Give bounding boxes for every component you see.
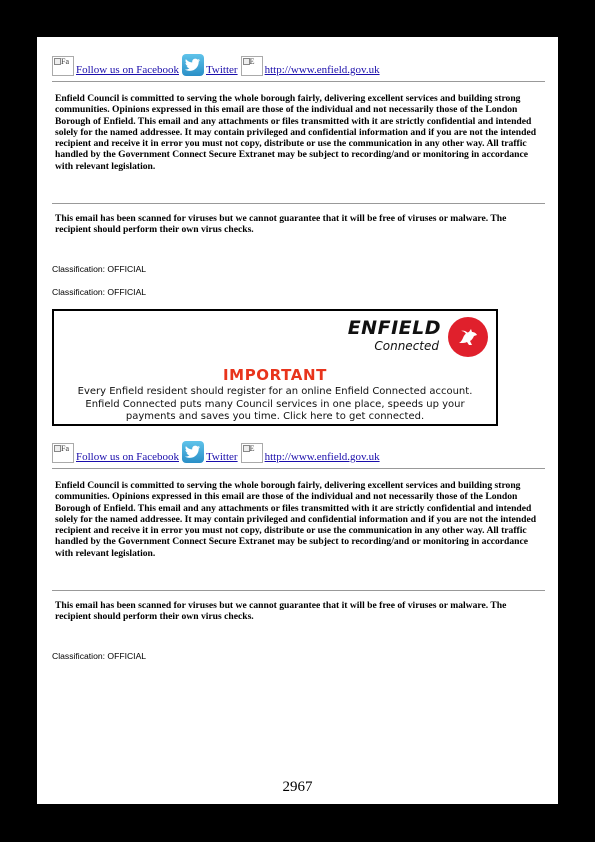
social-links-row: [52, 439, 380, 463]
facebook-image-placeholder: Fa: [52, 56, 74, 76]
classification-label: Classification: OFFICIAL: [52, 287, 147, 297]
twitter-bird-icon[interactable]: [182, 441, 204, 463]
divider: [52, 468, 545, 469]
website-image-placeholder: E: [241, 443, 263, 463]
enfield-dragon-logo-icon: [448, 317, 488, 357]
important-heading: IMPORTANT: [223, 366, 327, 384]
virus-notice-text: This email has been scanned for viruses but we cannot guarantee that it will be free of viruses or malware. The recipient should perform their own virus checks.: [55, 600, 507, 623]
facebook-link[interactable]: Follow us on Facebook: [76, 451, 179, 463]
divider: [52, 590, 545, 591]
website-image-placeholder: E: [241, 56, 263, 76]
classification-label: Classification: OFFICIAL: [52, 264, 147, 274]
twitter-link[interactable]: Twitter: [205, 451, 238, 463]
twitter-link[interactable]: Twitter: [205, 64, 238, 76]
enfield-connected-banner[interactable]: [52, 309, 498, 426]
facebook-link[interactable]: Follow us on Facebook: [76, 64, 179, 76]
virus-notice-text: This email has been scanned for viruses but we cannot guarantee that it will be free of viruses or malware. The recipient should perform their own virus checks.: [55, 213, 507, 236]
divider: [52, 203, 545, 204]
classification-label: Classification: OFFICIAL: [52, 651, 147, 661]
twitter-bird-icon[interactable]: [182, 54, 204, 76]
banner-message: Every Enfield resident should register for an online Enfield Connected account. Enfield Connected puts many Council services in one place, speeds up your payments and saves you time. Click here to get connected.: [77, 386, 473, 422]
social-links-row: [52, 52, 380, 76]
website-link[interactable]: http://www.enfield.gov.uk: [264, 451, 380, 463]
website-link[interactable]: http://www.enfield.gov.uk: [264, 64, 380, 76]
disclaimer-text: Enfield Council is committed to serving the whole borough fairly, delivering excellent services and building strong communities. Opinions expressed in this email are those of the individual and not necessarily those of the London Borough of Enfield. This email and any attachments or files transmitted with it are strictly confidential and intended solely for the named addressee. It may contain privileged and confidential information and if you are not the intended recipient and receive it in error you must not copy, distribute or use the communication in any other way. All traffic handled by the Government Connect Secure Extranet may be subject to recording/and or monitoring in accordance with relevant legislation.: [55, 480, 537, 559]
facebook-image-placeholder: Fa: [52, 443, 74, 463]
page-number: 2967: [282, 779, 313, 795]
divider: [52, 81, 545, 82]
disclaimer-text: Enfield Council is committed to serving the whole borough fairly, delivering excellent services and building strong communities. Opinions expressed in this email are those of the individual and not necessarily those of the London Borough of Enfield. This email and any attachments or files transmitted with it are strictly confidential and intended solely for the named addressee. It may contain privileged and confidential information and if you are not the intended recipient and receive it in error you must not copy, distribute or use the communication in any other way. All traffic handled by the Government Connect Secure Extranet may be subject to recording/and or monitoring in accordance with relevant legislation.: [55, 93, 537, 172]
document-page: [37, 37, 558, 804]
enfield-logo-text: ENFIELD: [347, 317, 441, 339]
enfield-logo-subtext: Connected: [374, 339, 439, 353]
